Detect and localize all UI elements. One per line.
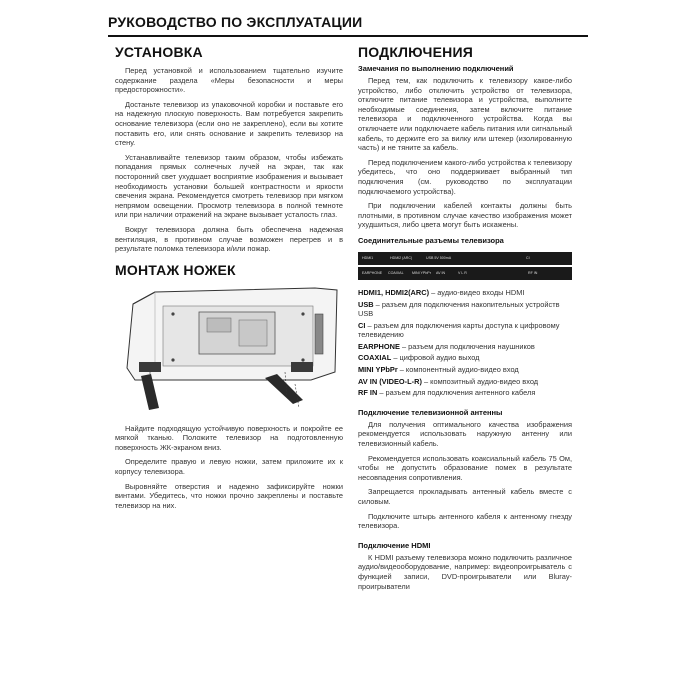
antenna-paragraph: Рекомендуется использовать коаксиальный кабель 75 Ом, чтобы не допустить образование помех в результате несовпадения сопротивления. bbox=[358, 453, 572, 482]
notes-paragraph: При подключении кабелей контакты должны быть плотными, в противном случае качество изображения может ухудшиться, либо цвета могут быть искажены. bbox=[358, 201, 572, 230]
hdmi-subhead: Подключение HDMI bbox=[358, 540, 431, 550]
antenna-subhead: Подключение телевизионной антенны bbox=[358, 407, 503, 417]
right-column bbox=[358, 44, 572, 596]
legs-paragraph: Выровняйте отверстия и надежно зафиксируйте ножки винтами. Убедитесь, что ножки прочно закреплены и поставьте телевизор на них. bbox=[115, 481, 343, 510]
notes-paragraph: Перед подключением какого-либо устройства к телевизору убедитесь, что оно поддерживает выбранный тип подключения (см. руководство по эксплуатации подключаемого устройства). bbox=[358, 157, 572, 196]
connector-spec: MINI YPbPr – компонентный аудио-видео вход bbox=[358, 365, 519, 375]
port-label: V L R bbox=[458, 271, 467, 276]
connector-spec: EARPHONE – разъем для подключения наушников bbox=[358, 341, 535, 351]
page-header bbox=[108, 12, 588, 34]
install-paragraph: Устанавливайте телевизор таким образом, чтобы избежать попадания прямых солнечных лучей на экран, так как посторонний свет ухудшает восприятие изображения и вызывает необходимость установки большей контрастности и яркости свечения экрана. Рекомендуется смотреть телевизор при мягком непрямом освещении. Просмотр телевизора в полной темноте или при наличии отражений на экране вызывает усталость глаз. bbox=[115, 152, 343, 220]
install-title: УСТАНОВКА bbox=[115, 44, 203, 60]
legs-paragraph: Найдите подходящую устойчивую поверхность и покройте ее мягкой тканью. Положите телевизор на подготовленную поверхность ЖК-экраном вниз. bbox=[115, 423, 343, 452]
hdmi-paragraph: К HDMI разъему телевизора можно подключить различное аудио/видеооборудование, например: видеопроигрыватель с функцией записи, DVD-проигрыватели или Bluray-проигрыватели bbox=[358, 552, 572, 591]
notes-paragraph: Перед тем, как подключить к телевизору какое-либо устройство, либо отключить устройство от телевизора, отключите питание телевизора и устройства, выполните необходимые соединения, затем включите питание телевизора и подключенного устройства. Когда вы отключаете или подключаете кабель питания или сигнальный кабель, то держите его за вилку или штекер (изолированную часть) и не тяните за кабель. bbox=[358, 76, 572, 153]
port-label: HDMI2 (ARC) bbox=[390, 256, 413, 261]
connector-spec: COAXIAL – цифровой аудио выход bbox=[358, 353, 480, 363]
port-label: CI bbox=[526, 256, 530, 261]
header-rule bbox=[108, 35, 588, 37]
install-paragraph: Перед установкой и использованием тщательно изучите содержание раздела «Меры безопасности и меры предосторожности». bbox=[115, 66, 343, 95]
antenna-paragraph: Запрещается прокладывать антенный кабель вместе с силовым. bbox=[358, 487, 572, 506]
connector-spec: CI – разъем для подключения карты доступа к цифровому телевидению bbox=[358, 320, 560, 340]
left-column bbox=[115, 44, 343, 515]
connector-row-top bbox=[358, 252, 572, 265]
connectors-subhead: Соединительные разъемы телевизора bbox=[358, 235, 504, 245]
port-label: AV IN bbox=[436, 271, 446, 276]
antenna-paragraph: Для получения оптимального качества изображения рекомендуется использовать наружную антенну или телевизионный кабель. bbox=[358, 419, 572, 449]
port-label: HDMI1 bbox=[362, 256, 374, 261]
connector-spec: USB – разъем для подключения накопительных устройств USB bbox=[358, 299, 560, 319]
port-label: COAXIAL bbox=[388, 271, 404, 276]
legs-paragraph: Определите правую и левую ножки, затем приложите их к корпусу телевизора. bbox=[115, 457, 343, 477]
notes-subhead: Замечания по выполнению подключений bbox=[358, 64, 514, 73]
connector-spec: RF IN – разъем для подключения антенного кабеля bbox=[358, 388, 536, 398]
connector-row-bottom bbox=[358, 267, 572, 280]
legs-title: МОНТАЖ НОЖЕК bbox=[115, 261, 236, 278]
install-paragraph: Вокруг телевизора должна быть обеспечена надежная вентиляция, в противном случае возможен перегрев и в результате поломка телевизора и/или пожар. bbox=[115, 224, 343, 254]
port-label: MINI YPbPr bbox=[412, 271, 431, 276]
connector-panel-image bbox=[358, 250, 572, 282]
connector-spec: AV IN (VIDEO-L-R) – композитный аудио-видео вход bbox=[358, 376, 539, 386]
tv-legs-diagram bbox=[115, 284, 343, 414]
port-label: USB 5V 500mA bbox=[426, 256, 452, 261]
port-label: RF IN bbox=[528, 271, 538, 276]
page-title: РУКОВОДСТВО ПО ЭКСПЛУАТАЦИИ bbox=[108, 14, 363, 30]
connect-title: ПОДКЛЮЧЕНИЯ bbox=[358, 44, 473, 60]
connector-spec: HDMI1, HDMI2(ARC) – аудио-видео входы HDMI bbox=[358, 287, 525, 297]
port-label: EARPHONE bbox=[362, 271, 383, 276]
install-paragraph: Достаньте телевизор из упаковочной коробки и поставьте его на надежную плоскую поверхность. Вам потребуется закрепить основание телевизора (если оно не закреплено), если вы хотите поставить его, или снять основание и закрепить телевизор на стену. bbox=[115, 99, 343, 148]
antenna-paragraph: Подключите штырь антенного кабеля к антенному гнезду телевизора. bbox=[358, 511, 572, 531]
